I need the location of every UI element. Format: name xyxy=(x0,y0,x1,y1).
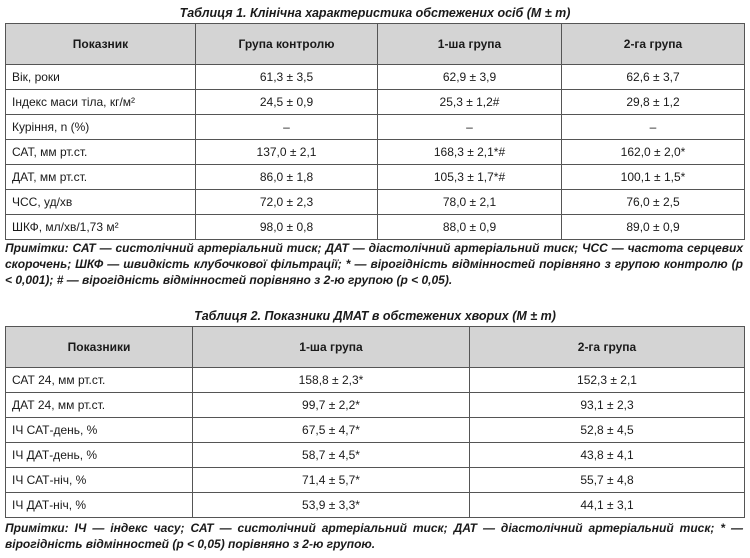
table1-cell: 62,6 ± 3,7 xyxy=(562,65,745,90)
table1-cell: 162,0 ± 2,0* xyxy=(562,140,745,165)
table1-row xyxy=(6,165,745,190)
table2-row xyxy=(6,418,745,443)
table2-cell: 44,1 ± 3,1 xyxy=(470,493,745,518)
table1-row xyxy=(6,65,745,90)
table2-row xyxy=(6,443,745,468)
table1-cell: 61,3 ± 3,5 xyxy=(196,65,378,90)
table1-note: Примітки: САТ — систолічний артеріальний тиск; ДАТ — діастолічний артеріальний тиск; ЧСС — частота серцевих скорочень; ШКФ — швидкість клубочкової фільтрації; * — вірогідність відмінностей порівняно з групою контролю (р < 0,001); # — вірогідність відмінностей порівняно з 2-ю групою (р < 0,05). xyxy=(5,241,743,287)
table2-cell: 43,8 ± 4,1 xyxy=(470,443,745,468)
table1-row-label: Вік, роки xyxy=(6,65,196,90)
table1-cell: – xyxy=(196,115,378,140)
table2-cell: 93,1 ± 2,3 xyxy=(470,393,745,418)
table1-cell: 137,0 ± 2,1 xyxy=(196,140,378,165)
table1-cell: 168,3 ± 2,1*# xyxy=(378,140,562,165)
table1-row-label: ЧСС, уд/хв xyxy=(6,190,196,215)
table2-row-label: ДАТ 24, мм рт.ст. xyxy=(6,393,193,418)
table2-row-label: ІЧ ДАТ-ніч, % xyxy=(6,493,193,518)
table2-cell: 99,7 ± 2,2* xyxy=(193,393,470,418)
table1-row-label: Куріння, n (%) xyxy=(6,115,196,140)
table1-header: 2-га група xyxy=(562,24,745,65)
table1-header: 1-ша група xyxy=(378,24,562,65)
table1-row xyxy=(6,115,745,140)
table1-header: Показник xyxy=(6,24,196,65)
table2-header: 2-га група xyxy=(470,327,745,368)
table2-row xyxy=(6,393,745,418)
table1-cell: 100,1 ± 1,5* xyxy=(562,165,745,190)
table2-cell: 67,5 ± 4,7* xyxy=(193,418,470,443)
table2-caption: Таблиця 2. Показники ДМАТ в обстежених хворих (M ± m) xyxy=(194,309,556,323)
table1-row-label: САТ, мм рт.ст. xyxy=(6,140,196,165)
table1-row xyxy=(6,90,745,115)
table1-row xyxy=(6,140,745,165)
table1-cell: 29,8 ± 1,2 xyxy=(562,90,745,115)
table2-row xyxy=(6,368,745,393)
table1-header-row xyxy=(6,24,745,65)
table1-cell: 76,0 ± 2,5 xyxy=(562,190,745,215)
table2-header-row xyxy=(6,327,745,368)
table2-cell: 53,9 ± 3,3* xyxy=(193,493,470,518)
table1-cell: 24,5 ± 0,9 xyxy=(196,90,378,115)
table2-row xyxy=(6,468,745,493)
table1-row xyxy=(6,215,745,240)
table2-row-label: ІЧ САТ-день, % xyxy=(6,418,193,443)
table1-cell: 89,0 ± 0,9 xyxy=(562,215,745,240)
table1 xyxy=(5,23,745,240)
table2-header: Показники xyxy=(6,327,193,368)
table1-cell: 72,0 ± 2,3 xyxy=(196,190,378,215)
table1-cell: 62,9 ± 3,9 xyxy=(378,65,562,90)
table1-cell: – xyxy=(378,115,562,140)
table2-cell: 58,7 ± 4,5* xyxy=(193,443,470,468)
table1-cell: 105,3 ± 1,7*# xyxy=(378,165,562,190)
table2-cell: 71,4 ± 5,7* xyxy=(193,468,470,493)
table2-row-label: САТ 24, мм рт.ст. xyxy=(6,368,193,393)
table2-row-label: ІЧ ДАТ-день, % xyxy=(6,443,193,468)
table1-cell: 98,0 ± 0,8 xyxy=(196,215,378,240)
table2-note: Примітки: ІЧ — індекс часу; САТ — систолічний артеріальний тиск; ДАТ — діастолічний артеріальний тиск; * — вірогідність відмінностей (р < 0,05) порівняно з 2-ю групою. xyxy=(5,521,743,551)
table2-header: 1-ша група xyxy=(193,327,470,368)
table1-cell: 88,0 ± 0,9 xyxy=(378,215,562,240)
table1-row-label: ШКФ, мл/хв/1,73 м² xyxy=(6,215,196,240)
table2-cell: 55,7 ± 4,8 xyxy=(470,468,745,493)
table2-cell: 52,8 ± 4,5 xyxy=(470,418,745,443)
table1-row xyxy=(6,190,745,215)
table2-row-label: ІЧ САТ-ніч, % xyxy=(6,468,193,493)
table1-row-label: ДАТ, мм рт.ст. xyxy=(6,165,196,190)
table1-cell: 86,0 ± 1,8 xyxy=(196,165,378,190)
table2-row xyxy=(6,493,745,518)
table1-cell: 25,3 ± 1,2# xyxy=(378,90,562,115)
table2 xyxy=(5,326,745,518)
table1-row-label: Індекс маси тіла, кг/м² xyxy=(6,90,196,115)
table2-cell: 158,8 ± 2,3* xyxy=(193,368,470,393)
table1-cell: – xyxy=(562,115,745,140)
table1-caption: Таблиця 1. Клінічна характеристика обстежених осіб (M ± m) xyxy=(179,6,571,20)
table2-cell: 152,3 ± 2,1 xyxy=(470,368,745,393)
table1-cell: 78,0 ± 2,1 xyxy=(378,190,562,215)
table1-header: Група контролю xyxy=(196,24,378,65)
